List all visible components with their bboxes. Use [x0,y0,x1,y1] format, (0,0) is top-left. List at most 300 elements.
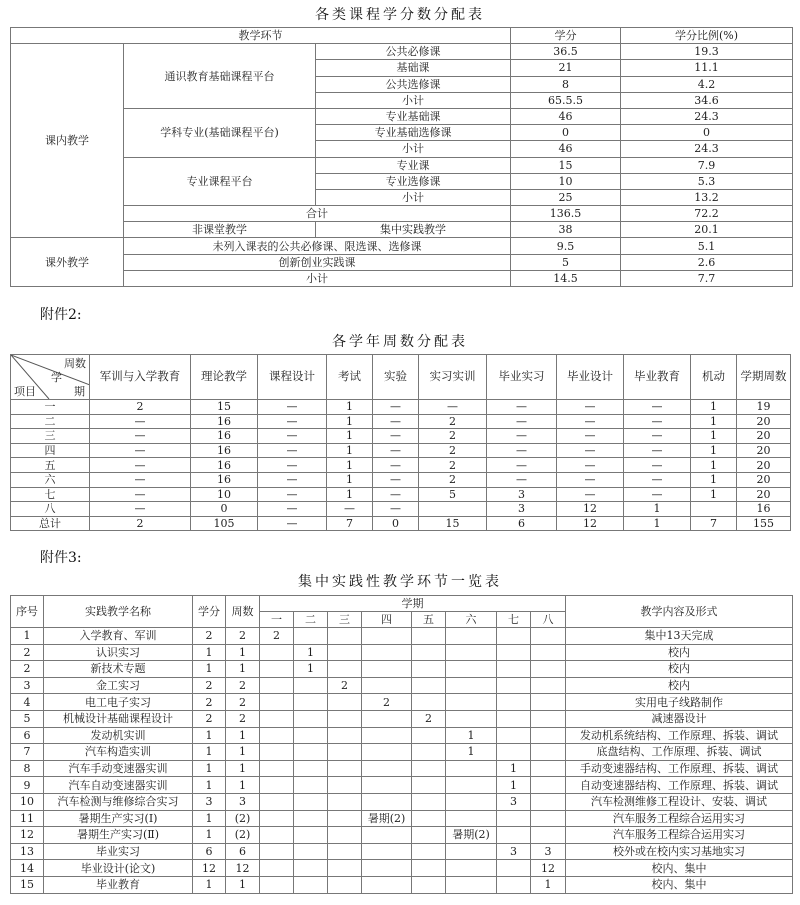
term-cell [328,744,362,761]
term-label: 七 [11,487,90,502]
header-no: 序号 [11,596,44,628]
row-number: 2 [11,644,44,661]
table-row [11,157,793,173]
term-cell [531,727,566,744]
term-cell [531,710,566,727]
term-cell [446,860,497,877]
weeks-value: 1 [226,727,260,744]
term-header: 四 [362,612,412,628]
term-cell [412,827,446,844]
term-cell: 暑期(2) [446,827,497,844]
corner-label-item: 项目 [14,385,36,398]
course-category: 小计 [316,141,511,157]
term-cell [294,827,328,844]
table1-header-row [11,28,793,44]
content-form: 汽车服务工程综合运用实习 [566,827,793,844]
term-cell [531,827,566,844]
term-cell: 1 [497,777,531,794]
credits-value: 2 [193,694,226,711]
ratio-value: 7.9 [621,157,793,173]
term-cell: 2 [328,677,362,694]
term-cell [328,644,362,661]
term-cell [260,760,294,777]
ratio-value: 24.3 [621,108,793,124]
credits-value: 0 [511,125,621,141]
content-form: 校内 [566,677,793,694]
credits-value: 2 [193,628,226,645]
term-cell [412,727,446,744]
credits-value: 1 [193,644,226,661]
table-row [11,628,793,645]
practice-name: 金工实习 [44,677,193,694]
weeks-cell: 12 [557,516,624,531]
term-cell: 1 [497,760,531,777]
term-cell [294,876,328,893]
row-number: 5 [11,710,44,727]
term-cell [497,810,531,827]
weeks-cell: 1 [327,472,373,487]
weeks-value: 3 [226,793,260,810]
term-cell [260,727,294,744]
term-cell [362,777,412,794]
column-header: 实习实训 [419,355,487,400]
group-in-class: 课内教学 [11,44,124,238]
corner-label-weeks: 周数 [64,357,86,370]
term-cell [294,760,328,777]
table-row [11,414,791,429]
column-header: 实验 [373,355,419,400]
row-number: 3 [11,677,44,694]
table-row [11,793,793,810]
attachment-2-label: 附件2: [40,307,82,323]
term-cell [497,827,531,844]
weeks-cell: 16 [191,429,258,444]
ratio-value: 2.6 [621,254,793,270]
ratio-value: 4.2 [621,76,793,92]
term-cell [412,677,446,694]
term-cell [328,843,362,860]
term-label: 八 [11,502,90,517]
practice-name: 汽车检测与维修综合实习 [44,793,193,810]
term-cell [294,793,328,810]
row-number: 15 [11,876,44,893]
term-cell [446,694,497,711]
weeks-cell: 10 [191,487,258,502]
weeks-cell: — [90,458,191,473]
term-cell [497,694,531,711]
weeks-cell: 1 [691,472,737,487]
term-cell [294,744,328,761]
term-cell [260,827,294,844]
term-cell [497,710,531,727]
weeks-distribution-table [10,354,791,531]
term-cell [446,677,497,694]
term-cell: 2 [260,628,294,645]
practice-name: 电工电子实习 [44,694,193,711]
course-category: 基础课 [316,60,511,76]
header-content: 教学内容及形式 [566,596,793,628]
term-cell: 3 [531,843,566,860]
content-form: 集中13天完成 [566,628,793,645]
credits-value: 9.5 [511,238,621,254]
term-cell [446,876,497,893]
table2-title: 各学年周数分配表 [332,334,468,350]
weeks-cell: 16 [191,443,258,458]
weeks-cell: 1 [691,400,737,415]
weeks-cell: 20 [737,487,791,502]
term-header: 一 [260,612,294,628]
term-cell [362,860,412,877]
row-number: 11 [11,810,44,827]
weeks-cell: — [624,414,691,429]
weeks-cell: 15 [191,400,258,415]
term-cell [294,694,328,711]
weeks-cell: 1 [327,443,373,458]
weeks-cell: — [487,472,557,487]
practice-name: 机械设计基础课程设计 [44,710,193,727]
term-cell [294,843,328,860]
weeks-value: 2 [226,710,260,727]
ratio-value: 34.6 [621,92,793,108]
weeks-cell: 20 [737,458,791,473]
platform-discipline-platform: 学科专业(基础课程平台) [124,108,316,157]
term-label: 二 [11,414,90,429]
weeks-cell: — [373,400,419,415]
practice-name: 暑期生产实习(Ⅰ) [44,810,193,827]
term-cell [328,777,362,794]
term-cell [412,760,446,777]
term-cell [531,777,566,794]
weeks-cell: 2 [90,516,191,531]
practice-name: 汽车构造实训 [44,744,193,761]
weeks-value: (2) [226,827,260,844]
weeks-cell: 7 [691,516,737,531]
table-row [11,516,791,531]
term-cell [531,677,566,694]
term-cell [362,677,412,694]
weeks-cell: — [373,443,419,458]
table-row-total [11,206,793,222]
table-row [11,400,791,415]
course-category: 集中实践教学 [316,222,511,238]
weeks-cell: — [487,429,557,444]
weeks-cell: 7 [327,516,373,531]
term-cell [294,710,328,727]
content-form: 校内 [566,661,793,678]
platform-major-platform: 专业课程平台 [124,157,316,206]
table-row [11,810,793,827]
term-cell [362,628,412,645]
weeks-cell: 2 [419,458,487,473]
term-cell: 1 [446,744,497,761]
credits-value: 14.5 [511,270,621,286]
term-cell: 1 [446,727,497,744]
weeks-cell: 20 [737,443,791,458]
table-row [11,644,793,661]
course-category: 专业基础选修课 [316,125,511,141]
weeks-cell: 6 [487,516,557,531]
term-cell [260,744,294,761]
term-header: 六 [446,612,497,628]
course-category: 创新创业实践课 [124,254,511,270]
weeks-cell: — [373,414,419,429]
column-header: 课程设计 [258,355,327,400]
practice-name: 发动机实训 [44,727,193,744]
term-cell [412,777,446,794]
weeks-cell: 2 [419,472,487,487]
weeks-cell: 1 [691,414,737,429]
term-cell [362,827,412,844]
term-cell: 3 [497,843,531,860]
row-number: 2 [11,661,44,678]
ratio-value: 24.3 [621,141,793,157]
term-cell [446,760,497,777]
term-cell [328,710,362,727]
table-row [11,760,793,777]
weeks-value: 1 [226,876,260,893]
content-form: 汽车服务工程综合运用实习 [566,810,793,827]
credits-value: 6 [193,843,226,860]
term-cell [362,644,412,661]
term-cell [531,760,566,777]
table-row [11,458,791,473]
term-cell [328,827,362,844]
term-cell [362,760,412,777]
weeks-cell: 0 [373,516,419,531]
term-cell [260,694,294,711]
weeks-value: 1 [226,644,260,661]
weeks-cell: — [419,400,487,415]
term-cell [497,744,531,761]
weeks-cell: 1 [624,502,691,517]
header-ratio: 学分比例(%) [621,28,793,44]
ratio-value: 5.3 [621,173,793,189]
weeks-value: 1 [226,760,260,777]
term-cell [531,744,566,761]
content-form: 校内、集中 [566,860,793,877]
table3-header-row [11,596,793,612]
weeks-cell: 3 [487,502,557,517]
weeks-cell: 20 [737,429,791,444]
weeks-cell: — [258,400,327,415]
header-name: 实践教学名称 [44,596,193,628]
term-cell [412,628,446,645]
weeks-cell: 1 [327,458,373,473]
term-cell [328,793,362,810]
practice-name: 新技术专题 [44,661,193,678]
weeks-cell: — [90,487,191,502]
platform-general-platform: 通识教育基础课程平台 [124,44,316,109]
weeks-cell: 155 [737,516,791,531]
table1-title: 各类课程学分数分配表 [315,7,485,23]
table-row [11,843,793,860]
weeks-value: 2 [226,694,260,711]
weeks-cell: 16 [191,414,258,429]
weeks-value: 2 [226,628,260,645]
ratio-value: 0 [621,125,793,141]
term-cell [531,644,566,661]
credits-value: 2 [193,710,226,727]
term-label: 六 [11,472,90,487]
credits-value: 38 [511,222,621,238]
course-category: 专业选修课 [316,173,511,189]
weeks-cell: — [258,429,327,444]
weeks-cell: — [90,414,191,429]
term-cell [412,810,446,827]
course-category: 小计 [316,92,511,108]
content-form: 校外或在校内实习基地实习 [566,843,793,860]
weeks-cell: — [624,458,691,473]
term-header: 七 [497,612,531,628]
credits-value: 2 [193,677,226,694]
credits-value: 1 [193,827,226,844]
row-number: 14 [11,860,44,877]
content-form: 自动变速器结构、工作原理、拆装、调试 [566,777,793,794]
weeks-cell: — [258,487,327,502]
table-row [11,502,791,517]
term-cell: 暑期(2) [362,810,412,827]
credits-value: 12 [193,860,226,877]
weeks-cell: — [258,502,327,517]
table-row [11,44,793,60]
weeks-cell: — [327,502,373,517]
practice-name: 毕业设计(论文) [44,860,193,877]
column-header: 毕业设计 [557,355,624,400]
term-header: 八 [531,612,566,628]
weeks-cell: — [373,502,419,517]
weeks-cell: 1 [327,400,373,415]
weeks-value: 2 [226,677,260,694]
term-cell: 1 [294,661,328,678]
credits-value: 36.5 [511,44,621,60]
term-cell [497,628,531,645]
term-cell [294,628,328,645]
term-cell [260,644,294,661]
credits-value: 1 [193,777,226,794]
term-cell [328,860,362,877]
credits-value: 21 [511,60,621,76]
weeks-cell: 20 [737,414,791,429]
course-category: 专业基础课 [316,108,511,124]
table-row [11,727,793,744]
row-number: 13 [11,843,44,860]
credits-value: 1 [193,760,226,777]
weeks-cell: — [624,487,691,502]
column-header: 理论教学 [191,355,258,400]
corner-label-term-2: 期 [74,385,85,398]
term-cell [497,876,531,893]
weeks-cell: — [557,429,624,444]
term-cell [446,777,497,794]
term-cell [446,810,497,827]
ratio-value: 19.3 [621,44,793,60]
term-cell [446,628,497,645]
row-number: 9 [11,777,44,794]
weeks-cell: — [557,400,624,415]
weeks-cell: — [258,516,327,531]
term-cell [497,677,531,694]
content-form: 实用电子线路制作 [566,694,793,711]
table-row [11,777,793,794]
ratio-value: 7.7 [621,270,793,286]
weeks-cell: — [557,458,624,473]
column-header: 学期周数 [737,355,791,400]
table-row [11,108,793,124]
term-cell [328,628,362,645]
practice-schedule-table [10,595,793,894]
term-cell: 2 [362,694,412,711]
term-cell [362,793,412,810]
ratio-value: 72.2 [621,206,793,222]
table-row [11,827,793,844]
term-cell [446,644,497,661]
weeks-cell: — [90,443,191,458]
credits-value: 1 [193,727,226,744]
course-category: 小计 [316,189,511,205]
weeks-cell: — [487,458,557,473]
weeks-cell: — [258,414,327,429]
weeks-cell [691,502,737,517]
row-number: 8 [11,760,44,777]
weeks-cell: 1 [691,429,737,444]
credits-value: 5 [511,254,621,270]
row-number: 1 [11,628,44,645]
weeks-cell: — [624,429,691,444]
credits-value: 1 [193,744,226,761]
term-cell [446,661,497,678]
header-credits: 学分 [511,28,621,44]
table-row [11,270,793,286]
term-cell [328,810,362,827]
weeks-cell: 1 [327,487,373,502]
term-cell [531,661,566,678]
credits-value: 46 [511,141,621,157]
weeks-cell: 20 [737,472,791,487]
weeks-cell: — [373,458,419,473]
total-label: 合计 [124,206,511,222]
term-cell [294,860,328,877]
weeks-value: 12 [226,860,260,877]
term-cell [412,661,446,678]
course-category: 公共必修课 [316,44,511,60]
term-label: 总计 [11,516,90,531]
ratio-value: 5.1 [621,238,793,254]
content-form: 发动机系统结构、工作原理、拆装、调试 [566,727,793,744]
term-cell [412,876,446,893]
header-term: 学期 [260,596,566,612]
weeks-value: 1 [226,661,260,678]
course-category: 小计 [124,270,511,286]
term-cell [328,876,362,893]
weeks-cell: — [624,443,691,458]
table-row [11,487,791,502]
weeks-cell: — [90,429,191,444]
table-row [11,254,793,270]
credits-value: 1 [193,661,226,678]
weeks-cell: 12 [557,502,624,517]
weeks-value: 1 [226,744,260,761]
term-header: 二 [294,612,328,628]
credits-value: 25 [511,189,621,205]
term-cell [531,793,566,810]
term-cell [412,843,446,860]
group-non-class: 非课堂教学 [124,222,316,238]
practice-name: 汽车手动变速器实训 [44,760,193,777]
weeks-cell: — [487,443,557,458]
weeks-cell: 16 [191,458,258,473]
row-number: 6 [11,727,44,744]
table-row [11,661,793,678]
